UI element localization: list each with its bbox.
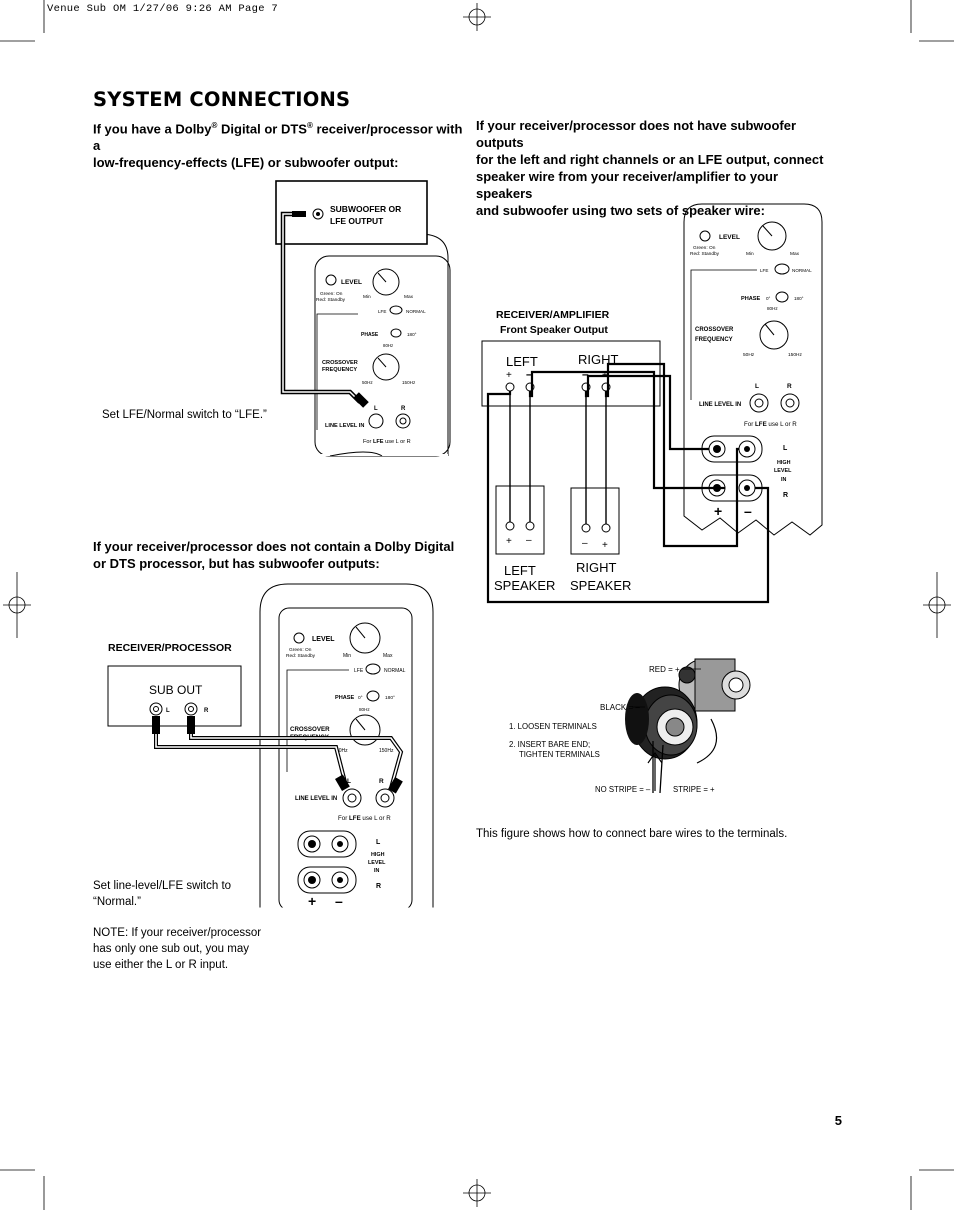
svg-text:Min: Min [746, 252, 754, 257]
svg-text:RECEIVER/AMPLIFIER: RECEIVER/AMPLIFIER [496, 309, 610, 321]
svg-text:L: L [783, 445, 788, 452]
lfe-connection-diagram [270, 178, 455, 458]
svg-text:HIGH: HIGH [777, 460, 791, 466]
svg-text:50Hz: 50Hz [743, 353, 755, 358]
svg-text:LFE: LFE [354, 668, 364, 674]
svg-text:+: + [602, 370, 608, 381]
cable-l [156, 734, 346, 786]
svg-text:180°: 180° [385, 696, 395, 701]
svg-text:Red: Standby: Red: Standby [690, 252, 720, 257]
sub-out-l-jack [150, 703, 162, 715]
section2-heading: If your receiver/processor does not contain a Dolby Digital or DTS processor, but has subwoofer outputs: [93, 539, 455, 571]
speaker-wire-diagram [476, 200, 836, 610]
svg-text:SUB OUT: SUB OUT [149, 683, 203, 697]
svg-text:R: R [783, 492, 789, 499]
svg-text:Green: On: Green: On [693, 246, 716, 251]
svg-text:BLACK = –: BLACK = – [600, 703, 640, 712]
svg-text:150Hz: 150Hz [402, 380, 416, 385]
svg-text:LEVEL: LEVEL [368, 860, 386, 866]
svg-text:1. LOOSEN TERMINALS: 1. LOOSEN TERMINALS [509, 722, 597, 731]
svg-text:LEFT: LEFT [504, 563, 536, 578]
svg-text:LINE LEVEL IN: LINE LEVEL IN [325, 423, 365, 429]
svg-text:NORMAL: NORMAL [406, 309, 426, 314]
section1-heading: If you have a Dolby® Digital or DTS® receiver/processor with a low-frequency-effects (LFE) or subwoofer output: [93, 121, 463, 171]
svg-text:STRIPE = +: STRIPE = + [673, 785, 715, 794]
svg-text:For LFE use L or R: For LFE use L or R [338, 815, 391, 822]
svg-text:R: R [376, 883, 382, 890]
svg-text:R: R [401, 406, 406, 412]
svg-text:80Hz: 80Hz [359, 707, 370, 712]
right-speaker [571, 488, 619, 554]
svg-text:Min: Min [363, 295, 371, 300]
svg-text:TIGHTEN TERMINALS: TIGHTEN TERMINALS [519, 750, 600, 759]
svg-text:2. INSERT BARE END;: 2. INSERT BARE END; [509, 740, 591, 749]
line-in-l [369, 414, 383, 428]
page-title: SYSTEM CONNECTIONS [93, 88, 351, 111]
svg-text:L: L [166, 708, 170, 714]
svg-text:For LFE use L or R: For LFE use L or R [363, 439, 411, 445]
svg-text:–: – [335, 893, 343, 909]
svg-text:+: + [714, 503, 723, 519]
line-in-r [376, 789, 394, 807]
svg-text:LEVEL: LEVEL [312, 636, 335, 643]
svg-text:RED = +: RED = + [649, 665, 680, 674]
svg-text:80Hz: 80Hz [767, 306, 778, 311]
svg-text:IN: IN [374, 868, 380, 874]
left-speaker [496, 486, 544, 554]
svg-text:NORMAL: NORMAL [384, 668, 406, 674]
svg-text:–: – [582, 538, 588, 549]
svg-text:–: – [526, 535, 532, 546]
sub-out-r-jack [185, 703, 197, 715]
printer-slug: Venue Sub OM 1/27/06 9:26 AM Page 7 [47, 3, 279, 15]
svg-text:180°: 180° [407, 332, 417, 337]
svg-text:CROSSOVER: CROSSOVER [290, 726, 330, 733]
svg-text:Green: On: Green: On [289, 648, 312, 653]
svg-text:180°: 180° [794, 296, 804, 301]
svg-text:FREQUENCY: FREQUENCY [695, 337, 733, 343]
phase-switch [391, 329, 401, 337]
single-sub-out-note: NOTE: If your receiver/processor has only one sub out, you may use either the L or R input. [93, 927, 262, 971]
svg-text:CROSSOVER: CROSSOVER [695, 327, 734, 333]
terminal-diagram [505, 645, 755, 805]
svg-text:Green: On: Green: On [320, 292, 343, 297]
svg-text:SPEAKER: SPEAKER [570, 578, 632, 593]
svg-text:SPEAKER: SPEAKER [494, 578, 556, 593]
svg-text:LEVEL: LEVEL [341, 279, 362, 286]
svg-text:Front Speaker Output: Front Speaker Output [500, 324, 608, 336]
lfe-switch-note: Set LFE/Normal switch to “LFE.” [102, 409, 267, 421]
svg-text:L: L [374, 406, 378, 412]
svg-text:FREQUENCY: FREQUENCY [290, 734, 329, 741]
svg-text:0°: 0° [766, 296, 771, 301]
svg-text:–: – [744, 503, 752, 519]
svg-text:L: L [347, 778, 351, 785]
svg-text:Max: Max [404, 295, 414, 300]
svg-text:LFE OUTPUT: LFE OUTPUT [330, 216, 384, 226]
svg-text:FREQUENCY: FREQUENCY [322, 367, 358, 373]
svg-text:–: – [582, 367, 589, 381]
line-in-l [343, 789, 361, 807]
line-in-r [396, 414, 410, 428]
svg-text:150Hz: 150Hz [379, 748, 394, 754]
svg-text:+: + [506, 370, 512, 381]
svg-text:50Hz: 50Hz [362, 380, 373, 385]
svg-text:PHASE: PHASE [361, 332, 379, 338]
svg-text:HIGH: HIGH [371, 852, 385, 858]
svg-text:Red: Standby: Red: Standby [286, 654, 316, 659]
svg-text:RIGHT: RIGHT [576, 560, 617, 575]
svg-text:CROSSOVER: CROSSOVER [322, 360, 358, 366]
page-number: 5 [834, 1113, 842, 1128]
svg-text:Red: Standby: Red: Standby [316, 298, 346, 303]
svg-text:150Hz: 150Hz [788, 353, 802, 358]
power-led [326, 275, 336, 285]
svg-text:LEVEL: LEVEL [774, 468, 792, 474]
svg-text:Max: Max [790, 252, 800, 257]
svg-text:NORMAL: NORMAL [792, 268, 812, 273]
svg-text:L: L [755, 383, 759, 390]
svg-text:0°: 0° [358, 696, 363, 701]
terminals-caption: This figure shows how to connect bare wires to the terminals. [476, 828, 788, 840]
svg-text:LFE: LFE [378, 309, 387, 314]
svg-text:LEFT: LEFT [506, 354, 538, 369]
svg-text:RIGHT: RIGHT [578, 352, 619, 367]
lfe-normal-switch [390, 306, 402, 314]
svg-text:LFE: LFE [760, 268, 769, 273]
sub-out-diagram [100, 580, 440, 912]
svg-text:50Hz: 50Hz [336, 748, 348, 754]
svg-text:+: + [308, 893, 317, 909]
svg-text:R: R [204, 708, 209, 714]
svg-text:LINE LEVEL IN: LINE LEVEL IN [699, 402, 742, 408]
svg-text:LEVEL: LEVEL [719, 234, 740, 241]
svg-text:IN: IN [781, 477, 787, 483]
svg-text:LINE LEVEL IN: LINE LEVEL IN [295, 796, 338, 802]
svg-text:L: L [376, 839, 381, 846]
svg-text:SUBWOOFER OR: SUBWOOFER OR [330, 204, 402, 214]
svg-text:RECEIVER/PROCESSOR: RECEIVER/PROCESSOR [108, 642, 232, 654]
section3-heading: If your receiver/processor does not have subwoofer outputs for the left and right channels or an LFE output, connect speaker wire from your receiver/amplifier to your speakers and subwoofer using two sets of speaker wire: [476, 118, 824, 218]
svg-text:+: + [602, 540, 608, 551]
svg-text:–: – [526, 367, 533, 381]
svg-text:80Hz: 80Hz [383, 343, 394, 348]
svg-text:R: R [787, 383, 792, 390]
svg-text:PHASE: PHASE [741, 296, 761, 302]
svg-text:PHASE: PHASE [335, 695, 355, 701]
svg-text:Max: Max [383, 653, 393, 659]
svg-text:NO STRIPE = –: NO STRIPE = – [595, 785, 651, 794]
normal-switch-note: Set line-level/LFE switch to “Normal.” [93, 880, 232, 908]
svg-text:For LFE use L or R: For LFE use L or R [744, 421, 797, 428]
svg-text:R: R [379, 778, 384, 785]
svg-text:+: + [506, 536, 512, 547]
svg-text:Min: Min [343, 653, 352, 659]
